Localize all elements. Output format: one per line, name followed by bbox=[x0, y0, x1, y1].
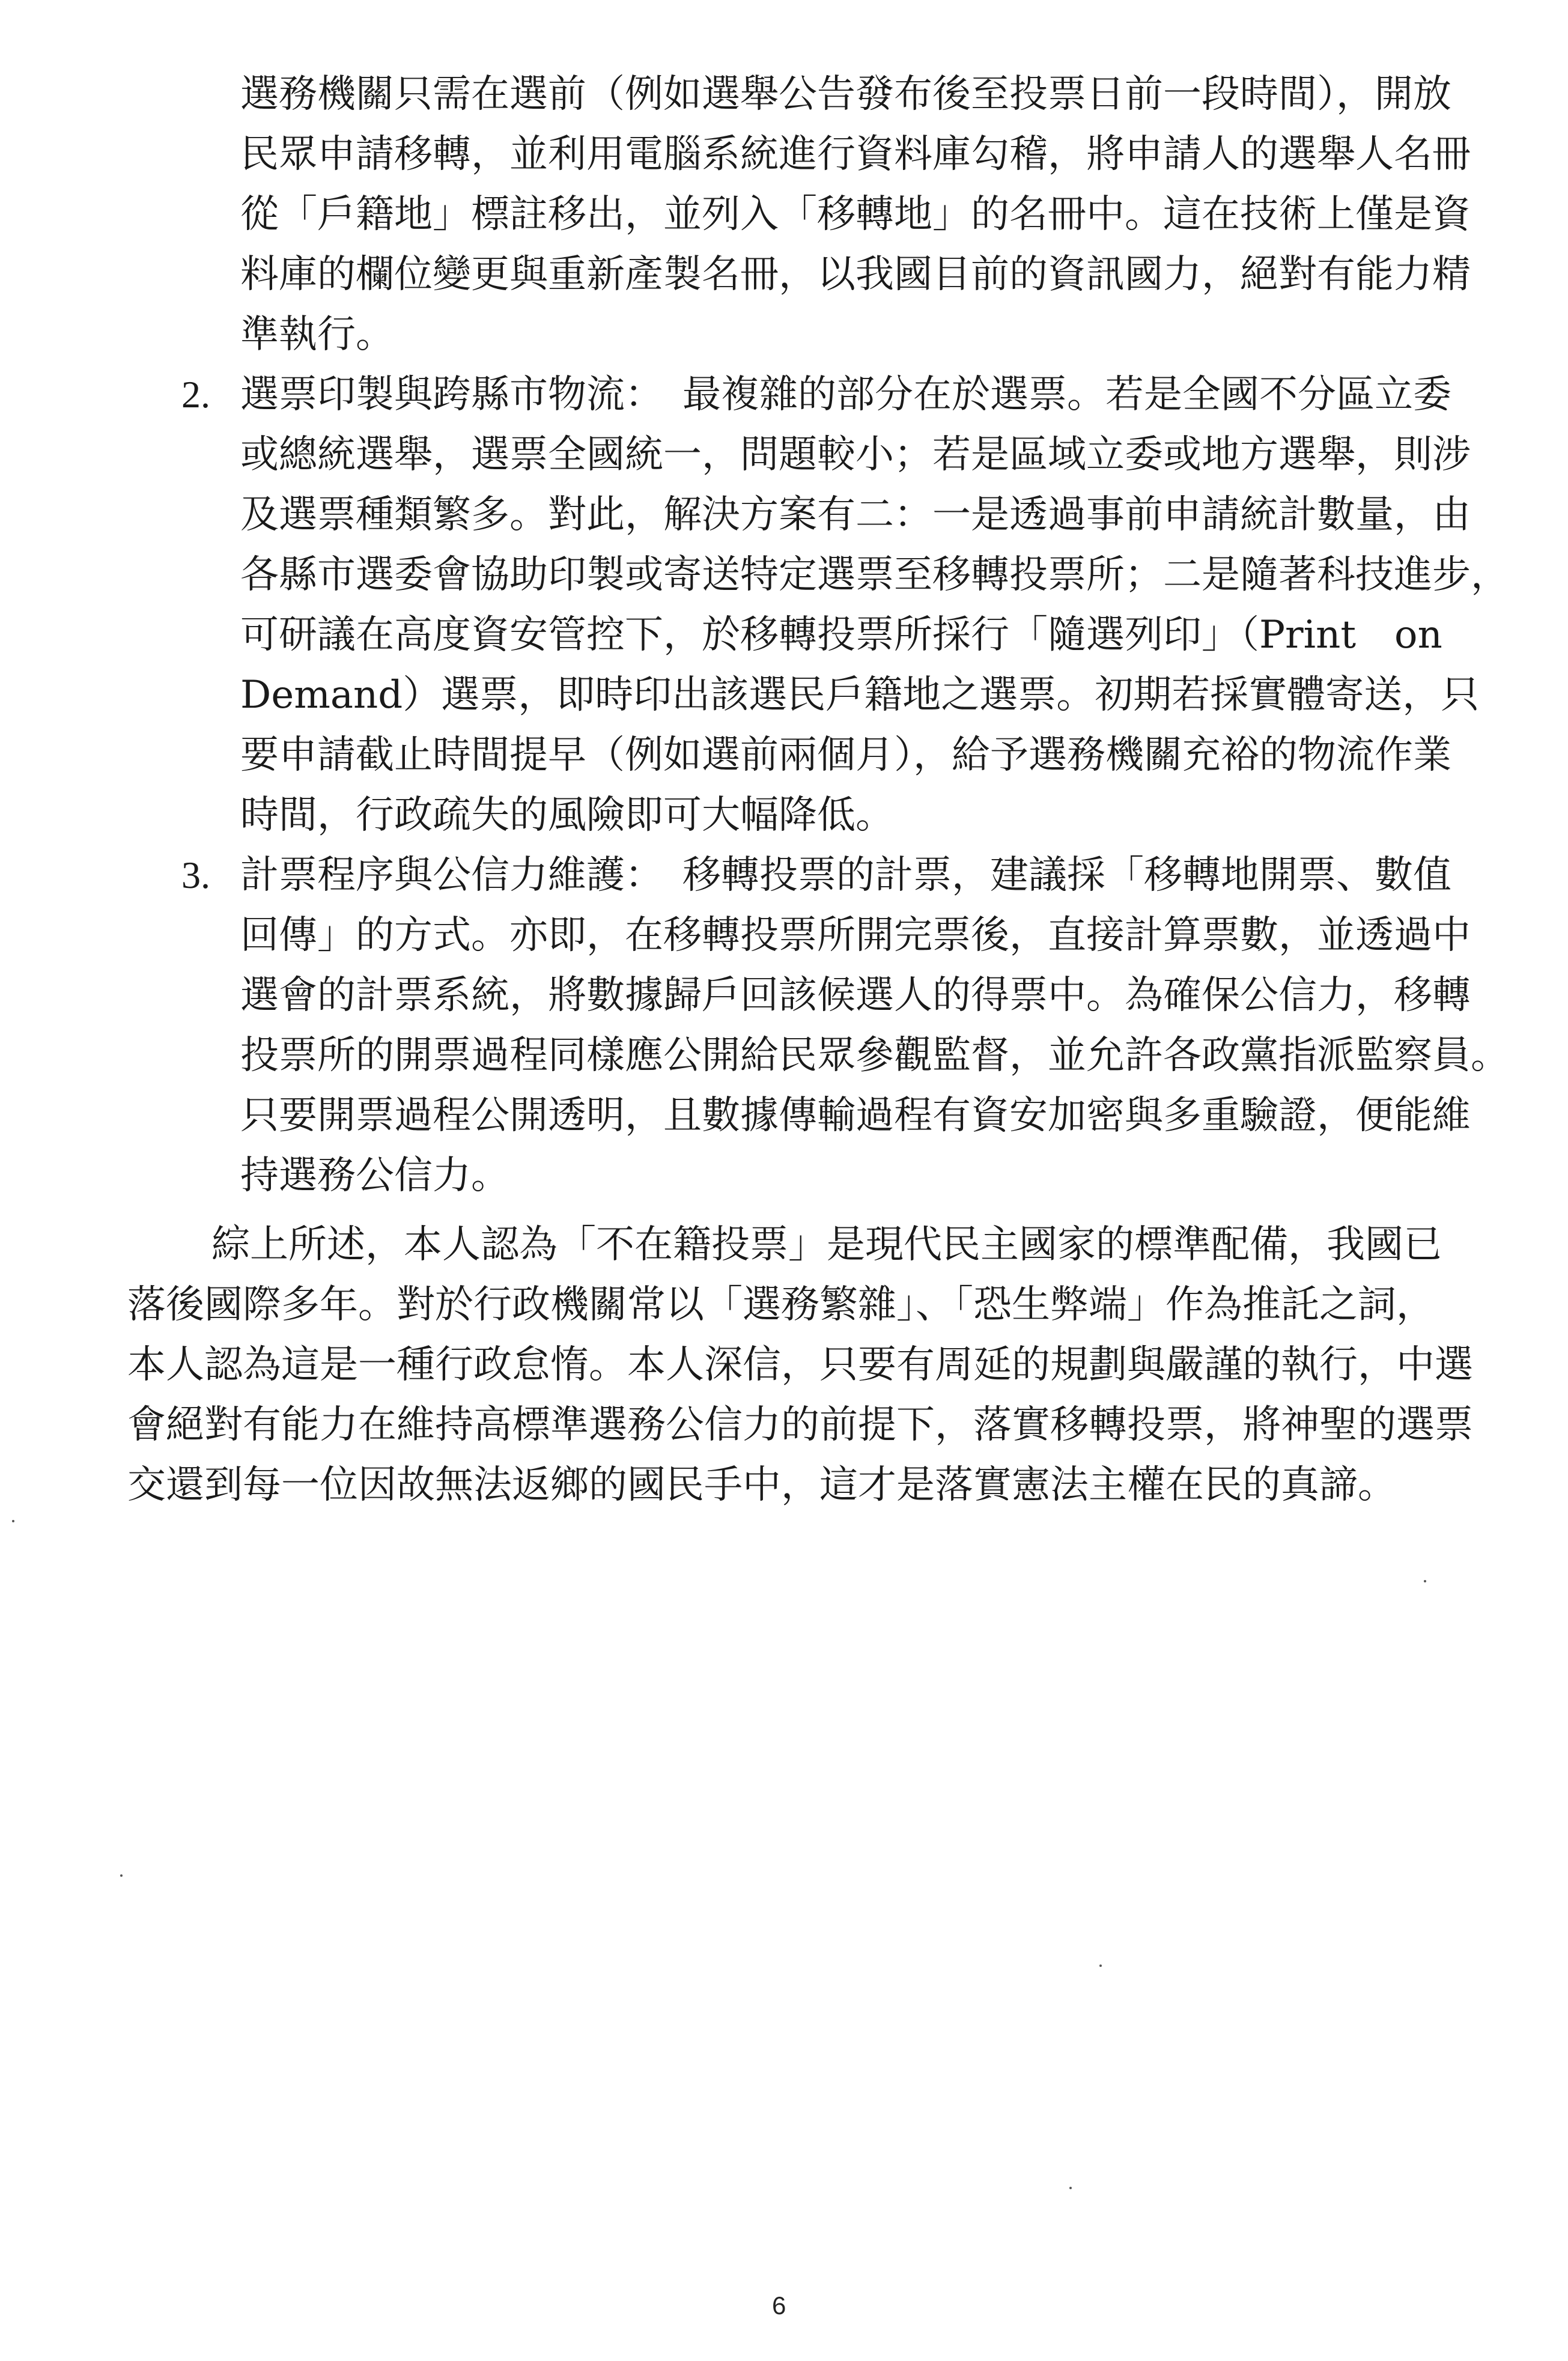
scan-speck bbox=[1069, 2187, 1072, 2189]
text-line: 可研議在高度資安管控下，於移轉投票所採行「隨選列印」（Print on bbox=[240, 613, 1442, 657]
text-line: 回傳」的方式。亦即，在移轉投票所開完票後，直接計算票數，並透過中 bbox=[240, 913, 1471, 958]
page-number: 6 bbox=[772, 2291, 786, 2320]
text-line: 投票所的開票過程同樣應公開給民眾參觀監督，並允許各政黨指派監察員。 bbox=[240, 1033, 1509, 1078]
scan-speck bbox=[120, 1874, 123, 1877]
text-line: 時間，行政疏失的風險即可大幅降低。 bbox=[240, 793, 894, 837]
list-item-number: 3. bbox=[181, 854, 210, 896]
text-line: 準執行。 bbox=[240, 312, 394, 357]
text-line: 從「戶籍地」標註移出，並列入「移轉地」的名冊中。這在技術上僅是資 bbox=[240, 192, 1471, 237]
text-line: 各縣市選委會協助印製或寄送特定選票至移轉投票所；二是隨著科技進步， bbox=[240, 553, 1509, 597]
text-line: 選票印製與跨縣市物流： 最複雜的部分在於選票。若是全國不分區立委 bbox=[240, 372, 1451, 417]
text-line: 選會的計票系統，將數據歸戶回該候選人的得票中。為確保公信力，移轉 bbox=[240, 973, 1471, 1018]
text-line: 交還到每一位因故無法返鄉的國民手中，這才是落實憲法主權在民的真諦。 bbox=[127, 1463, 1396, 1507]
text-line: 選務機關只需在選前（例如選舉公告發布後至投票日前一段時間），開放 bbox=[240, 72, 1451, 117]
text-line: 計票程序與公信力維護： 移轉投票的計票，建議採「移轉地開票、數值 bbox=[240, 853, 1451, 898]
text-line: 民眾申請移轉，並利用電腦系統進行資料庫勾稽，將申請人的選舉人名冊 bbox=[240, 132, 1471, 177]
text-line: 落後國際多年。對於行政機關常以「選務繁雜」、「恐生弊端」作為推託之詞， bbox=[127, 1283, 1435, 1327]
text-line: 本人認為這是一種行政怠惰。本人深信，只要有周延的規劃與嚴謹的執行，中選 bbox=[127, 1343, 1473, 1387]
text-line: 會絕對有能力在維持高標準選務公信力的前提下，落實移轉投票，將神聖的選票 bbox=[127, 1403, 1473, 1447]
scan-speck bbox=[12, 1520, 14, 1522]
scan-speck bbox=[1424, 1580, 1426, 1582]
text-line: 要申請截止時間提早（例如選前兩個月），給予選務機關充裕的物流作業 bbox=[240, 733, 1451, 777]
text-line: Demand）選票，即時印出該選民戶籍地之選票。初期若採實體寄送，只 bbox=[240, 673, 1480, 717]
text-line: 及選票種類繁多。對此，解決方案有二：一是透過事前申請統計數量，由 bbox=[240, 493, 1471, 537]
text-line: 料庫的欄位變更與重新產製名冊，以我國目前的資訊國力，絕對有能力精 bbox=[240, 252, 1471, 297]
text-line: 或總統選舉，選票全國統一，問題較小；若是區域立委或地方選舉，則涉 bbox=[240, 433, 1471, 477]
list-item-number: 2. bbox=[181, 373, 210, 416]
text-line: 綜上所述，本人認為「不在籍投票」是現代民主國家的標準配備，我國已 bbox=[211, 1223, 1442, 1267]
text-line: 持選務公信力。 bbox=[240, 1153, 509, 1198]
text-line: 只要開票過程公開透明，且數據傳輸過程有資安加密與多重驗證，便能維 bbox=[240, 1093, 1471, 1138]
scan-speck bbox=[1099, 1964, 1102, 1967]
